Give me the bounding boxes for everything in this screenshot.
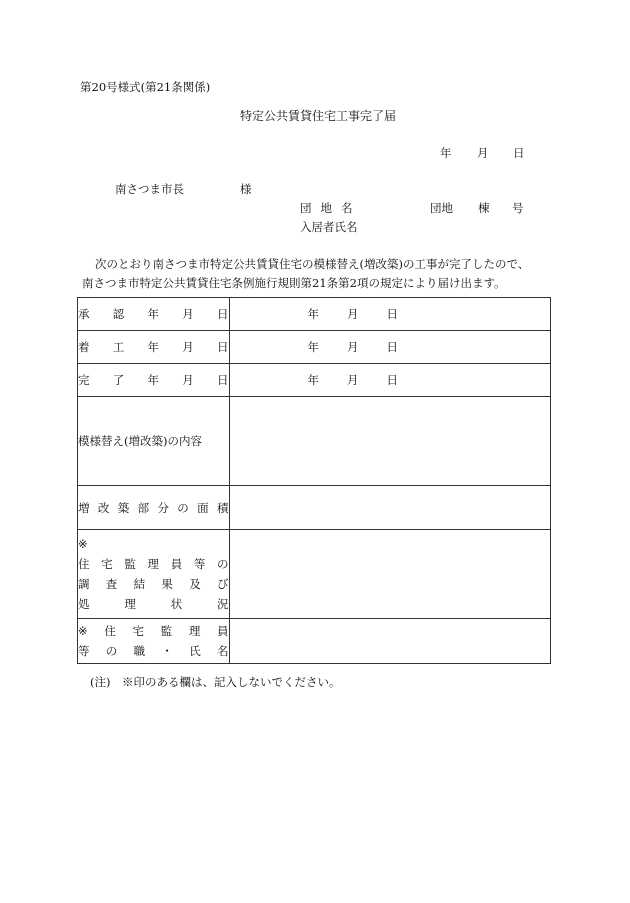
label-char: 調 bbox=[78, 577, 90, 591]
label-char: 工 bbox=[112, 340, 125, 354]
body-line-1: 次のとおり南さつま市特定公共賃貸住宅の模様替え(増改築)の工事が完了したので、 bbox=[95, 257, 530, 271]
renovation-content-label bbox=[78, 397, 230, 486]
month-unit: 月 bbox=[347, 373, 359, 387]
form-number: 第20号様式(第21条関係) bbox=[80, 80, 211, 94]
area-label bbox=[78, 486, 230, 530]
label-char: の bbox=[105, 644, 118, 658]
year-unit: 年 bbox=[307, 307, 320, 321]
label-char: 員 bbox=[217, 624, 229, 638]
renovation-content-field[interactable] bbox=[229, 397, 550, 486]
survey-result-label bbox=[78, 530, 230, 619]
label-char: 状 bbox=[170, 597, 183, 611]
label-char: 及 bbox=[189, 577, 201, 591]
addressee-honorific: 様 bbox=[240, 182, 252, 196]
renovation-content-row bbox=[78, 397, 551, 486]
start-date-label bbox=[78, 331, 230, 364]
label-char: 理 bbox=[124, 597, 136, 611]
submission-date bbox=[440, 145, 525, 161]
label-char: 住 bbox=[104, 624, 116, 638]
label-char: 部 bbox=[137, 500, 150, 515]
label-char: 監 bbox=[160, 624, 173, 638]
survey-result-row bbox=[78, 530, 551, 619]
date-day: 日 bbox=[513, 146, 525, 160]
survey-line-3 bbox=[78, 594, 229, 614]
label-char: 結 bbox=[133, 577, 146, 591]
date-year: 年 bbox=[440, 146, 452, 160]
body-line-2: 南さつま市特定公共賃貸住宅条例施行規則第21条第2項の規定により届け出ます。 bbox=[82, 276, 506, 290]
building-label: 団地 bbox=[430, 201, 453, 215]
approval-date-field[interactable] bbox=[229, 298, 550, 331]
label-char: 積 bbox=[217, 500, 229, 515]
label-char: ※ bbox=[78, 624, 88, 638]
approval-date-row bbox=[78, 298, 551, 331]
label-char: 年 bbox=[147, 307, 159, 321]
label-char: 分 bbox=[157, 500, 169, 515]
label-char: 日 bbox=[217, 340, 229, 354]
day-unit: 日 bbox=[386, 340, 399, 354]
building-unit: 棟 bbox=[478, 201, 490, 215]
area-field[interactable] bbox=[229, 486, 550, 530]
number-unit: 号 bbox=[512, 201, 524, 215]
date-month: 月 bbox=[477, 146, 489, 160]
label-char: 月 bbox=[182, 373, 194, 387]
footnote: (注) ※印のある欄は、記入しないでください。 bbox=[90, 675, 341, 689]
resident-name-label: 入居者氏名 bbox=[300, 220, 358, 234]
start-date-field[interactable] bbox=[229, 331, 550, 364]
building-number bbox=[430, 200, 524, 216]
document-title: 特定公共賃貸住宅工事完了届 bbox=[240, 109, 397, 123]
survey-mark: ※ bbox=[78, 537, 88, 551]
label-char: び bbox=[216, 577, 229, 591]
completion-date-field[interactable] bbox=[229, 364, 550, 397]
label-char: 完 bbox=[78, 373, 90, 387]
label-char: の bbox=[217, 557, 229, 571]
label-char: 員 bbox=[170, 557, 183, 571]
area-row bbox=[78, 486, 551, 530]
label-char: 月 bbox=[182, 307, 194, 321]
label-char: 築 bbox=[117, 500, 130, 515]
label-char: 果 bbox=[161, 577, 173, 591]
day-unit: 日 bbox=[386, 373, 399, 387]
label-char: 職 bbox=[133, 644, 146, 658]
label-char: 改 bbox=[97, 500, 110, 515]
staff-field[interactable] bbox=[229, 619, 550, 664]
label-char: 宅 bbox=[132, 624, 144, 638]
body-text bbox=[82, 255, 552, 293]
addressee bbox=[115, 181, 252, 197]
label-char: 住 bbox=[78, 557, 90, 571]
label-char: 日 bbox=[217, 373, 229, 387]
staff-line-2 bbox=[78, 641, 229, 661]
label-char: 名 bbox=[216, 644, 229, 658]
label-char: 面 bbox=[197, 500, 209, 515]
year-unit: 年 bbox=[307, 373, 320, 387]
year-unit: 年 bbox=[307, 340, 320, 354]
day-unit: 日 bbox=[386, 307, 399, 321]
survey-line-2 bbox=[78, 574, 229, 594]
label-char: 増 bbox=[78, 500, 90, 515]
label-char: 了 bbox=[112, 373, 125, 387]
label-char: 処 bbox=[78, 597, 90, 611]
label-char: 等 bbox=[193, 557, 206, 571]
label-char: の bbox=[177, 500, 189, 515]
label-char: ・ bbox=[161, 644, 173, 658]
completion-date-row bbox=[78, 364, 551, 397]
survey-result-field[interactable] bbox=[229, 530, 550, 619]
label-char: 年 bbox=[147, 373, 159, 387]
label-char: 宅 bbox=[101, 557, 113, 571]
label-char: 年 bbox=[147, 340, 159, 354]
label-char: 氏 bbox=[189, 644, 201, 658]
label-char: 着 bbox=[78, 340, 90, 354]
label-char: 況 bbox=[217, 597, 229, 611]
start-date-row bbox=[78, 331, 551, 364]
survey-line-1 bbox=[78, 554, 229, 574]
complex-name-label: 団地名 bbox=[300, 201, 362, 215]
staff-line-1 bbox=[78, 621, 229, 641]
label-char: 認 bbox=[112, 307, 125, 321]
renovation-content-text: 模様替え(増改築)の内容 bbox=[78, 434, 202, 448]
label-char: 理 bbox=[188, 624, 201, 638]
completion-date-label bbox=[78, 364, 230, 397]
month-unit: 月 bbox=[347, 307, 359, 321]
label-char: 日 bbox=[217, 307, 229, 321]
addressee-name: 南さつま市長 bbox=[115, 182, 184, 196]
label-char: 査 bbox=[105, 577, 118, 591]
staff-row bbox=[78, 619, 551, 664]
label-char: 理 bbox=[147, 557, 160, 571]
completion-form-table bbox=[77, 297, 551, 664]
staff-label bbox=[78, 619, 230, 664]
applicant-complex-row bbox=[300, 200, 524, 216]
approval-date-label bbox=[78, 298, 230, 331]
label-char: 月 bbox=[182, 340, 194, 354]
label-char: 等 bbox=[78, 644, 90, 658]
label-char: 監 bbox=[124, 557, 136, 571]
label-char: 承 bbox=[78, 307, 90, 321]
month-unit: 月 bbox=[347, 340, 359, 354]
